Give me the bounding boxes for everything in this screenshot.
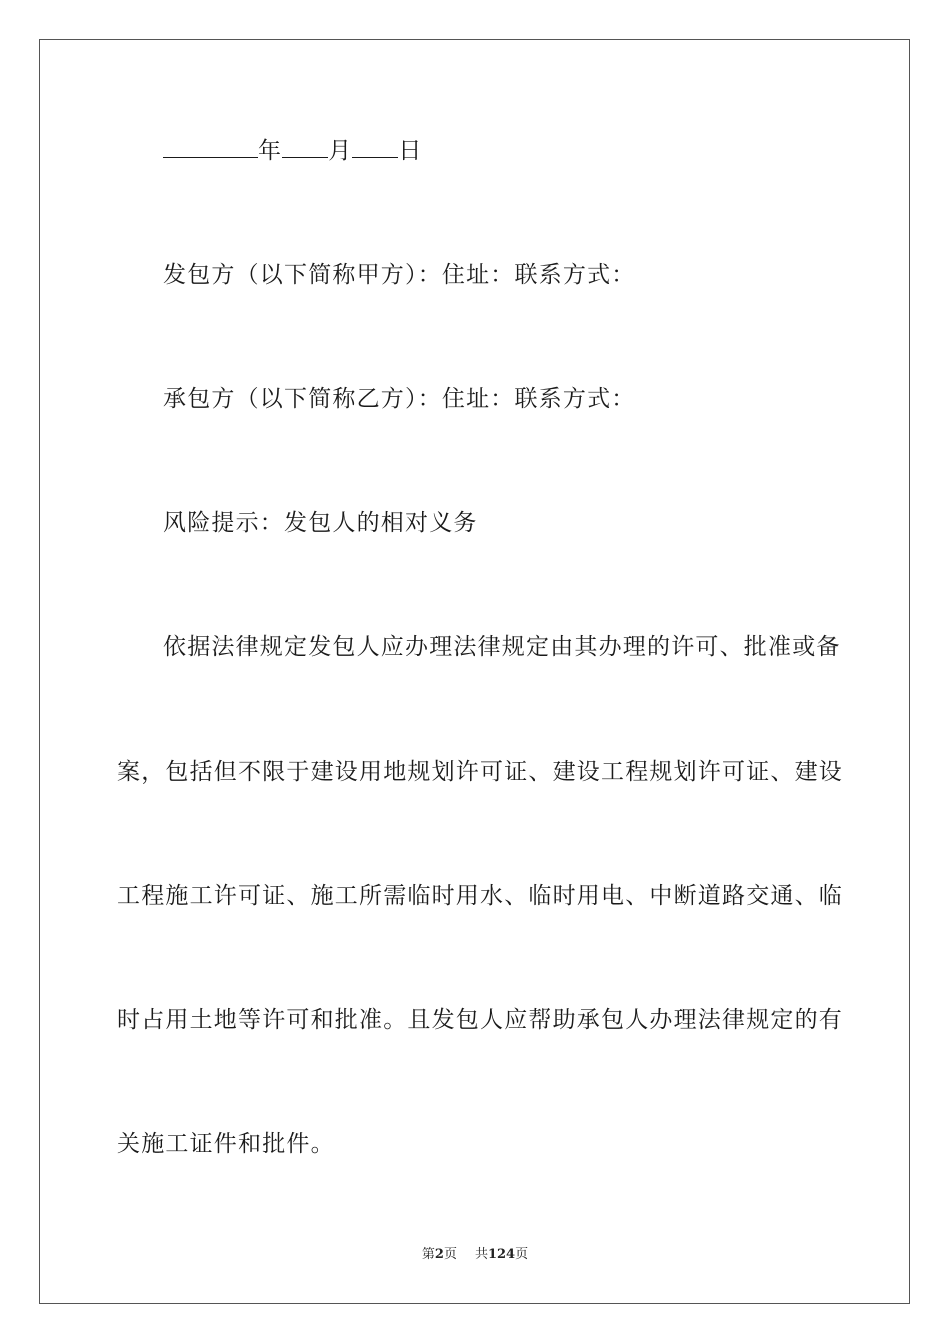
body-line-2: 案，包括但不限于建设用地规划许可证、建设工程规划许可证、建设 [117,759,843,785]
body-line-4: 时占用土地等许可和批准。且发包人应帮助承包人办理法律规定的有 [117,1007,843,1033]
body-line-5: 关施工证件和批件。 [117,1131,335,1157]
date-line [163,135,879,166]
month-label: 月 [328,138,353,164]
body-line-3: 工程施工许可证、施工所需临时用水、临时用电、中断道路交通、临 [117,883,843,909]
body-line-1: 依据法律规定发包人应办理法律规定由其办理的许可、批准或备 [163,634,841,660]
page-prefix: 第 [421,1247,435,1262]
party-b-line: 承包方（以下简称乙方）：住址：联系方式： [163,386,636,412]
risk-heading: 风险提示：发包人的相对义务 [163,510,478,536]
year-label: 年 [258,138,283,164]
party-a-line: 发包方（以下简称甲方）：住址：联系方式： [163,262,636,288]
day-label: 日 [398,138,423,164]
year-blank [163,135,258,158]
total-pages: 124 [487,1247,516,1262]
page-number: 2 [434,1247,444,1262]
page-footer [0,1246,950,1264]
total-prefix: 共 [474,1247,488,1262]
day-blank [352,135,398,158]
page-border [39,39,910,1304]
page-suffix: 页 [443,1247,457,1262]
month-blank [282,135,328,158]
total-suffix: 页 [515,1247,529,1262]
